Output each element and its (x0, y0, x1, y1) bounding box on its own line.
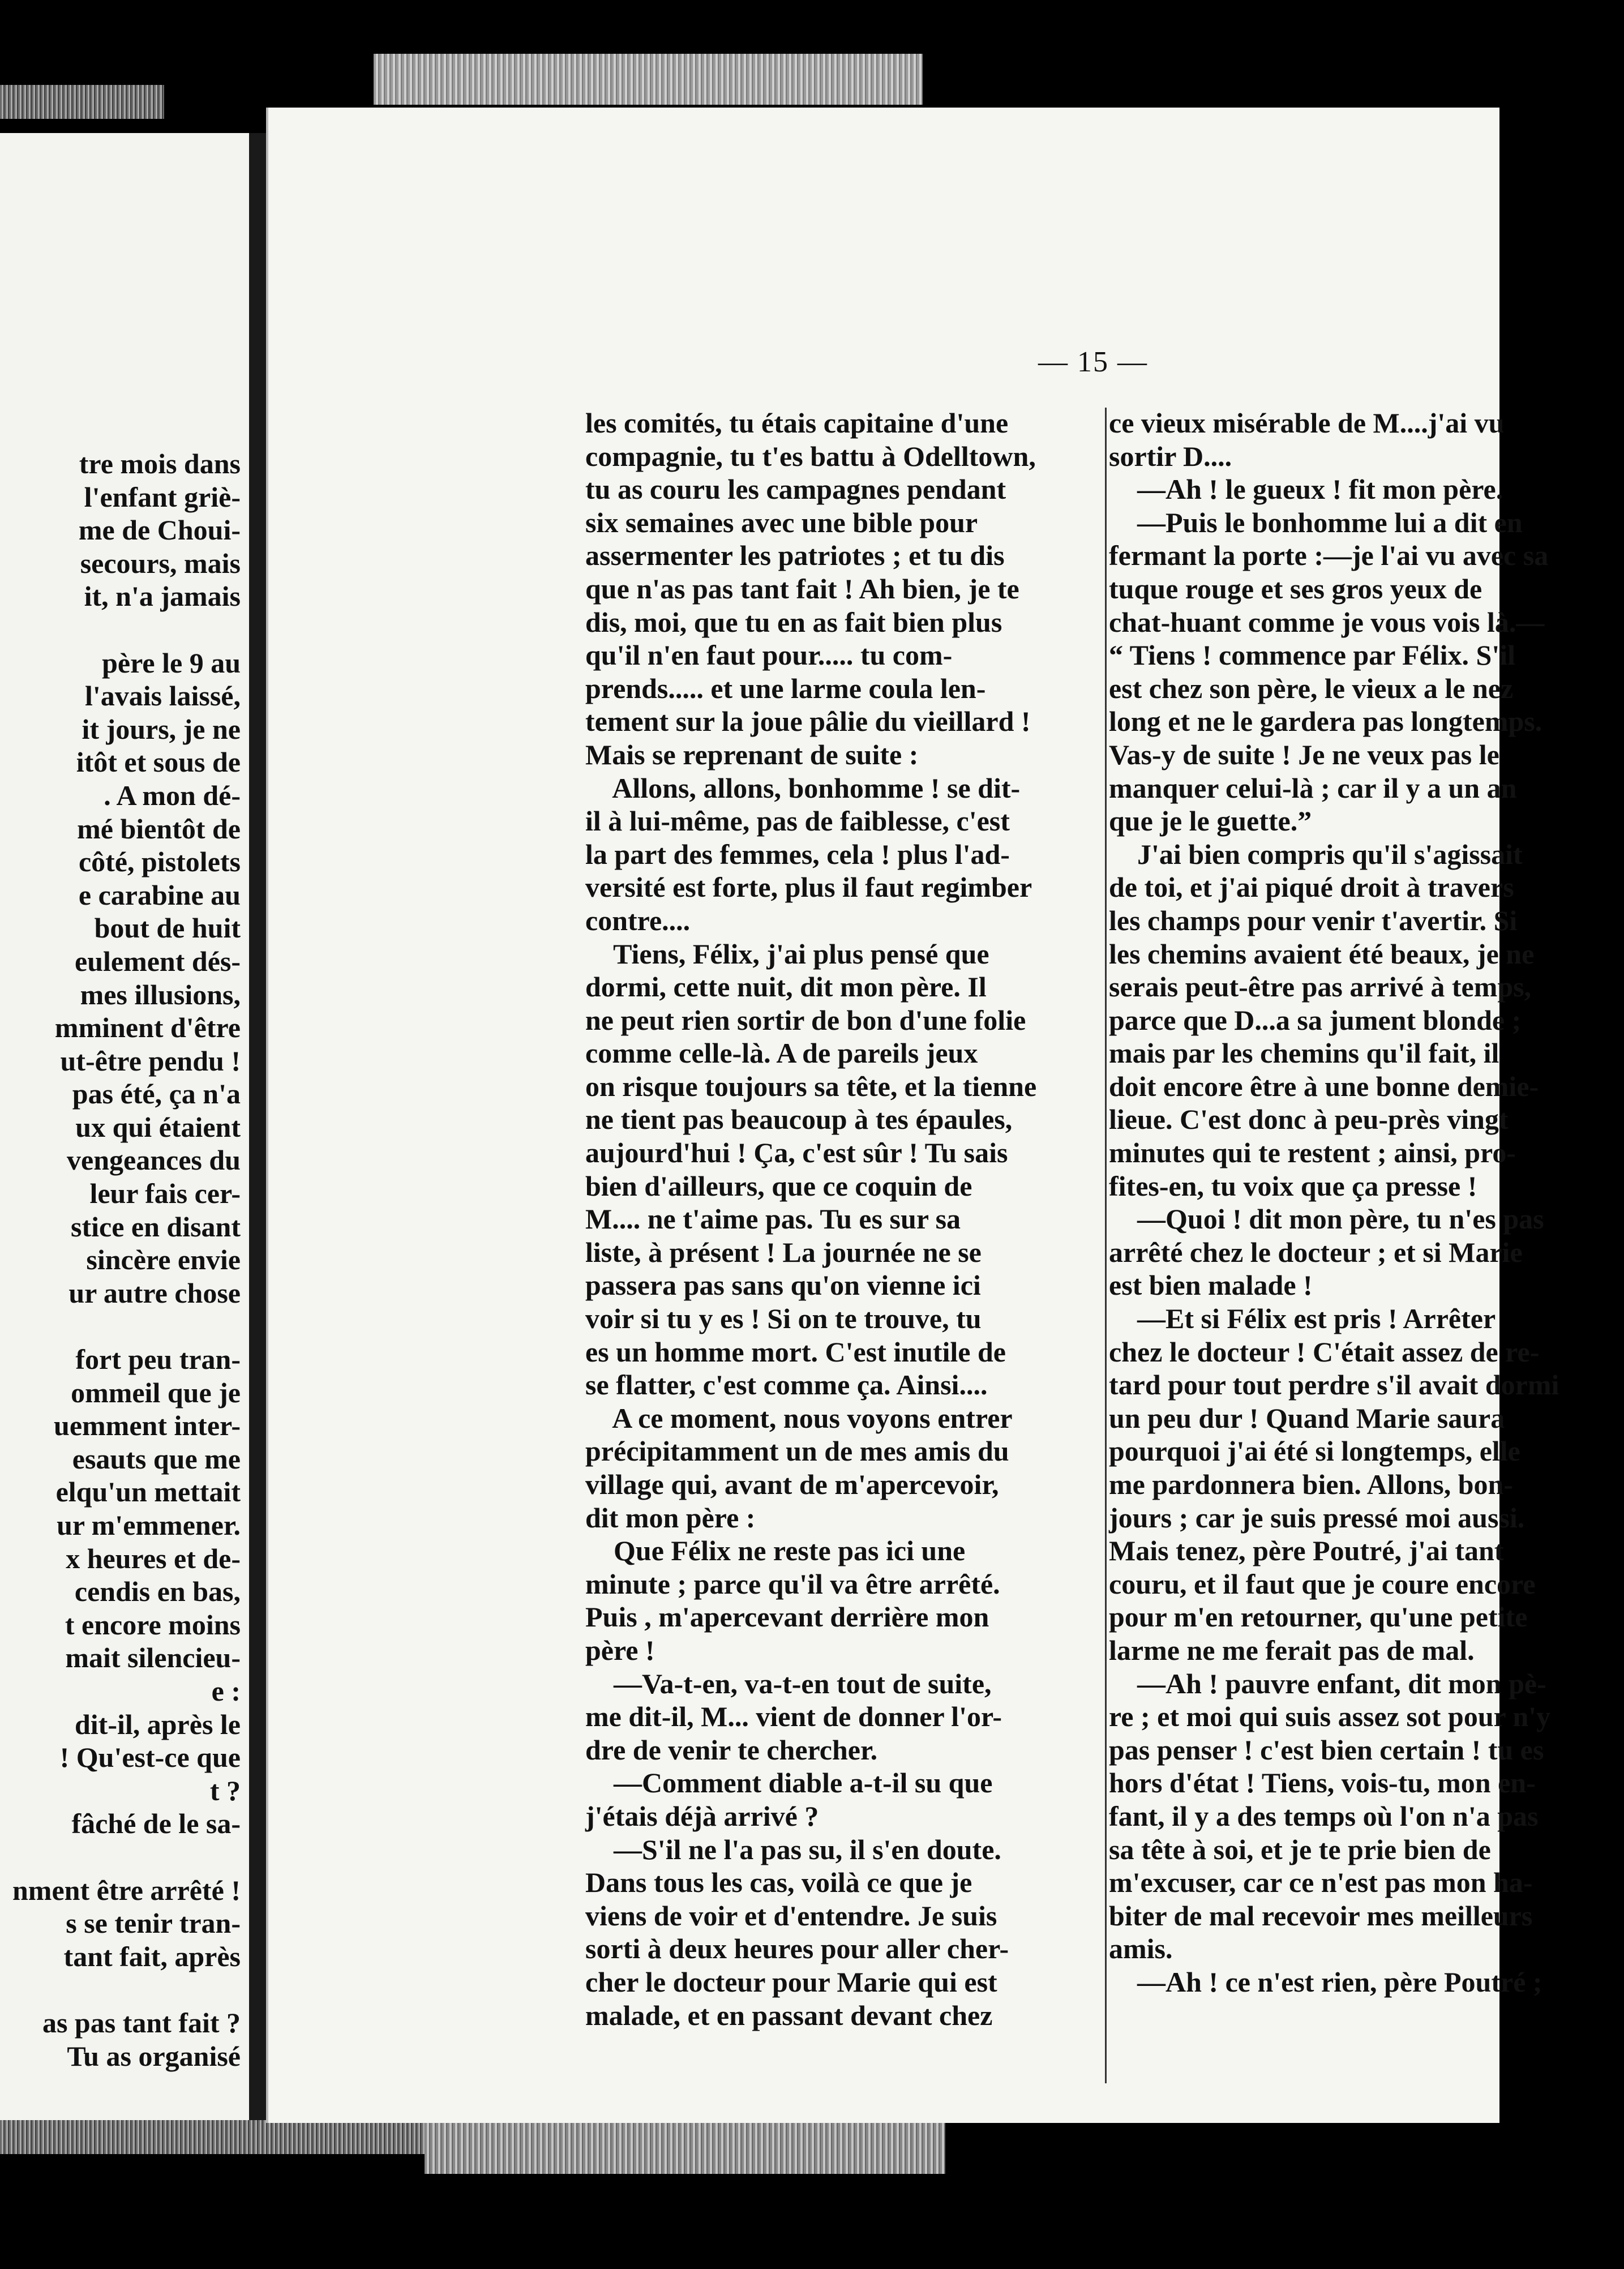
text-line: minutes qui te restent ; ainsi, pro- (1109, 1137, 1516, 1169)
binding-strip-top (374, 54, 923, 105)
text-line: m'excuser, car ce n'est pas mon ha- (1109, 1866, 1533, 1899)
text-line: ommeil que je (71, 1376, 241, 1409)
text-line: manquer celui-là ; car il y a un an (1109, 772, 1517, 804)
text-line: long et ne le gardera pas longtemps. (1109, 705, 1542, 738)
text-line: couru, et il faut que je coure encore (1109, 1568, 1536, 1600)
text-line: Mais tenez, père Poutré, j'ai tant (1109, 1535, 1504, 1567)
text-line: dis, moi, que tu en as fait bien plus (585, 606, 1002, 638)
text-line: —Puis le bonhomme lui a dit en (1109, 506, 1523, 538)
text-line: est chez son père, le vieux a le nez (1109, 672, 1514, 704)
text-line: me de Choui- (78, 514, 241, 546)
text-line: liste, à présent ! La journée ne se (585, 1236, 982, 1268)
text-line: cher le docteur pour Marie qui est (585, 1966, 997, 1998)
text-line: amis. (1109, 1933, 1173, 1965)
text-line (0, 1309, 241, 1343)
text-line: dre de venir te chercher. (585, 1733, 878, 1766)
text-line: comme celle-là. A de pareils jeux (585, 1037, 978, 1069)
text-line: Dans tous les cas, voilà ce que je (585, 1866, 972, 1899)
text-line: ! Qu'est-ce que (59, 1741, 241, 1774)
text-line: t ? (209, 1774, 241, 1806)
text-line: on risque toujours sa tête, et la tienne (585, 1070, 1037, 1102)
text-line: fermant la porte :—je l'ai vu avec sa (1109, 540, 1549, 572)
text-line: que je le guette.” (1109, 805, 1312, 837)
book-gutter (249, 133, 266, 2120)
text-line: se flatter, c'est comme ça. Ainsi.... (585, 1369, 988, 1401)
text-line: me pardonnera bien. Allons, bon- (1109, 1469, 1514, 1500)
left-page (0, 133, 249, 2120)
text-line: esauts que me (72, 1442, 241, 1475)
text-line: chez le docteur ! C'était assez de re- (1109, 1335, 1540, 1368)
text-line: assermenter les patriotes ; et tu dis (585, 540, 1005, 572)
text-line: stice en disant (71, 1210, 241, 1243)
text-line: Tu as organisé (67, 2040, 241, 2072)
text-line: passera pas sans qu'on vienne ici (585, 1269, 981, 1302)
text-line: —Quoi ! dit mon père, tu n'es pas (1109, 1203, 1544, 1235)
text-line: t encore moins (65, 1608, 241, 1641)
text-line: re ; et moi qui suis assez sot pour n'y (1109, 1701, 1551, 1733)
text-line: ne tient pas beaucoup à tes épaules, (585, 1103, 1013, 1136)
text-line: pas penser ! c'est bien certain ! tu es (1109, 1733, 1544, 1766)
text-line: doit encore être à une bonne demie- (1109, 1070, 1539, 1102)
text-line: tant fait, après (63, 1940, 241, 1972)
text-line: jours ; car je suis pressé moi aussi. (1109, 1501, 1525, 1534)
text-line: nment être arrêté ! (12, 1874, 241, 1906)
text-line: ux qui étaient (75, 1111, 241, 1143)
text-line: minute ; parce qu'il va être arrêté. (585, 1568, 1000, 1600)
text-line: arrêté chez le docteur ; et si Marie (1109, 1236, 1523, 1268)
text-line: es un homme mort. C'est inutile de (585, 1335, 1006, 1368)
text-line: chat-huant comme je vous vois là.— (1109, 606, 1545, 638)
text-line: cendis en bas, (74, 1576, 241, 1608)
text-line: e carabine au (78, 879, 241, 911)
text-line: mé bientôt de (77, 812, 241, 845)
text-line: fort peu tran- (75, 1343, 241, 1376)
text-line: tard pour tout perdre s'il avait dormi (1109, 1369, 1559, 1401)
text-line: s se tenir tran- (66, 1907, 241, 1940)
text-line: uemment inter- (54, 1410, 241, 1442)
text-line: hors d'état ! Tiens, vois-tu, mon en- (1109, 1767, 1536, 1799)
text-line: précipitamment un de mes amis du (585, 1435, 1009, 1467)
text-line: les chemins avaient été beaux, je ne (1109, 937, 1535, 970)
text-line (0, 1840, 241, 1874)
text-line: qu'il n'en faut pour..... tu com- (585, 639, 953, 671)
text-line: tre mois dans (79, 448, 241, 480)
text-line: ur autre chose (68, 1277, 241, 1309)
text-line: fâché de le sa- (71, 1808, 241, 1840)
left-page-text (0, 447, 241, 2073)
text-line: A ce moment, nous voyons entrer (585, 1402, 1013, 1434)
text-line: —Et si Félix est pris ! Arrêter (1109, 1303, 1496, 1335)
text-line: Que Félix ne reste pas ici une (585, 1535, 966, 1567)
text-line: —Ah ! ce n'est rien, père Poutré ; (1109, 1966, 1542, 1998)
text-line: tement sur la joue pâlie du vieillard ! (585, 705, 1031, 738)
text-line: sortir D.... (1109, 440, 1232, 472)
text-line: elqu'un mettait (55, 1476, 241, 1508)
text-line: aujourd'hui ! Ça, c'est sûr ! Tu sais (585, 1137, 1008, 1169)
text-line: —Ah ! le gueux ! fit mon père. (1109, 473, 1503, 506)
text-line: les comités, tu étais capitaine d'une (585, 407, 1009, 439)
text-line: compagnie, tu t'es battu à Odelltown, (585, 440, 1036, 472)
text-line: pas été, ça n'a (72, 1078, 241, 1110)
middle-column-text (585, 406, 1106, 2032)
text-line: mait silencieu- (65, 1642, 241, 1674)
text-line: les champs pour venir t'avertir. Si (1109, 904, 1518, 936)
text-line: larme ne me ferait pas de mal. (1109, 1634, 1475, 1666)
text-line: tuque rouge et ses gros yeux de (1109, 572, 1482, 605)
text-line: viens de voir et d'entendre. Je suis (585, 1899, 997, 1932)
text-line: —Va-t-en, va-t-en tout de suite, (585, 1667, 992, 1699)
text-line: il à lui-même, pas de faiblesse, c'est (585, 805, 1010, 837)
text-line: dormi, cette nuit, dit mon père. Il (585, 971, 987, 1003)
text-line: ut-être pendu ! (60, 1044, 241, 1077)
text-line: ur m'emmener. (57, 1509, 241, 1541)
text-line: lieue. C'est donc à peu-près vingt (1109, 1103, 1509, 1136)
text-line: ce vieux misérable de M....j'ai vu (1109, 407, 1505, 439)
text-line: versité est forte, plus il faut regimber (585, 871, 1032, 904)
text-line: —Ah ! pauvre enfant, dit mon pè- (1109, 1667, 1546, 1699)
text-line: village qui, avant de m'apercevoir, (585, 1469, 999, 1500)
text-line: pourquoi j'ai été si longtemps, elle (1109, 1435, 1520, 1467)
text-line: la part des femmes, cela ! plus l'ad- (585, 838, 1010, 870)
right-column-text (1109, 406, 1624, 1999)
text-line: est bien malade ! (1109, 1269, 1313, 1302)
text-line: sorti à deux heures pour aller cher- (585, 1933, 1009, 1965)
text-line: pour m'en retourner, qu'une petite (1109, 1601, 1528, 1633)
text-line: mes illusions, (80, 978, 241, 1011)
text-line: l'avais laissé, (84, 680, 241, 712)
text-line (0, 613, 241, 647)
binding-strip-top-left (0, 85, 164, 119)
text-line: biter de mal recevoir mes meilleurs (1109, 1899, 1533, 1932)
text-line: voir si tu y es ! Si on te trouve, tu (585, 1303, 982, 1335)
text-line: M.... ne t'aime pas. Tu es sur sa (585, 1203, 961, 1235)
text-line: vengeances du (67, 1144, 241, 1176)
text-line: itôt et sous de (76, 746, 241, 778)
text-line: secours, mais (80, 547, 241, 579)
text-line: as pas tant fait ? (42, 2006, 241, 2039)
text-line: fant, il y a des temps où l'on n'a pas (1109, 1800, 1539, 1832)
text-line: l'enfant griè- (84, 481, 241, 513)
text-line: mais par les chemins qu'il fait, il (1109, 1037, 1499, 1069)
text-line: serais peut-être pas arrivé à temps, (1109, 971, 1532, 1003)
text-line: it jours, je ne (82, 713, 241, 745)
text-line: côté, pistolets (78, 846, 241, 878)
text-line: Vas-y de suite ! Je ne veux pas le (1109, 738, 1499, 770)
text-line: de toi, et j'ai piqué droit à travers (1109, 871, 1514, 904)
text-line: dit mon père : (585, 1501, 756, 1534)
text-line: père ! (585, 1634, 655, 1666)
text-line: bien d'ailleurs, que ce coquin de (585, 1170, 972, 1202)
text-line: tu as couru les campagnes pendant (585, 473, 1006, 506)
text-line: Tiens, Félix, j'ai plus pensé que (585, 937, 989, 970)
text-line: six semaines avec une bible pour (585, 506, 978, 538)
page-number: — 15 — (1038, 346, 1148, 378)
text-line: Allons, allons, bonhomme ! se dit- (585, 772, 1021, 804)
text-line: —S'il ne l'a pas su, il s'en doute. (585, 1833, 1001, 1865)
text-line: que n'as pas tant fait ! Ah bien, je te (585, 572, 1019, 605)
text-line: eulement dés- (75, 945, 241, 977)
text-line: sa tête à soi, et je te prie bien de (1109, 1833, 1491, 1865)
text-line: leur fais cer- (89, 1178, 241, 1210)
column-divider (1105, 408, 1107, 2083)
text-line: . A mon dé- (104, 779, 241, 811)
text-line: me dit-il, M... vient de donner l'or- (585, 1701, 1002, 1733)
text-line: père le 9 au (102, 647, 241, 679)
text-line: contre.... (585, 904, 691, 936)
text-line: sincère envie (86, 1244, 241, 1276)
text-line: j'étais déjà arrivé ? (585, 1800, 819, 1832)
text-line: e : (211, 1675, 241, 1707)
text-line: x heures et de- (66, 1542, 241, 1574)
right-page (266, 108, 1559, 2123)
text-line: it, n'a jamais (84, 580, 241, 613)
text-line: J'ai bien compris qu'il s'agissait (1109, 838, 1523, 870)
text-line: un peu dur ! Quand Marie saura (1109, 1402, 1505, 1434)
text-line: Puis , m'apercevant derrière mon (585, 1601, 989, 1633)
binding-strip-bottom (0, 2120, 430, 2154)
text-line: —Comment diable a-t-il su que (585, 1767, 993, 1799)
text-line: “ Tiens ! commence par Félix. S'il (1109, 639, 1516, 671)
text-line: parce que D...a sa jument blonde ; (1109, 1004, 1522, 1036)
text-line: Mais se reprenant de suite : (585, 738, 919, 770)
text-line (0, 1973, 241, 2006)
text-line: fites-en, tu voix que ça presse ! (1109, 1170, 1477, 1202)
text-line: dit-il, après le (74, 1708, 241, 1740)
text-line: malade, et en passant devant chez (585, 1999, 993, 2031)
text-line: bout de huit (94, 912, 241, 944)
text-line: ne peut rien sortir de bon d'une folie (585, 1004, 1026, 1036)
text-line: mminent d'être (54, 1012, 241, 1044)
text-line: prends..... et une larme coula len- (585, 672, 986, 704)
